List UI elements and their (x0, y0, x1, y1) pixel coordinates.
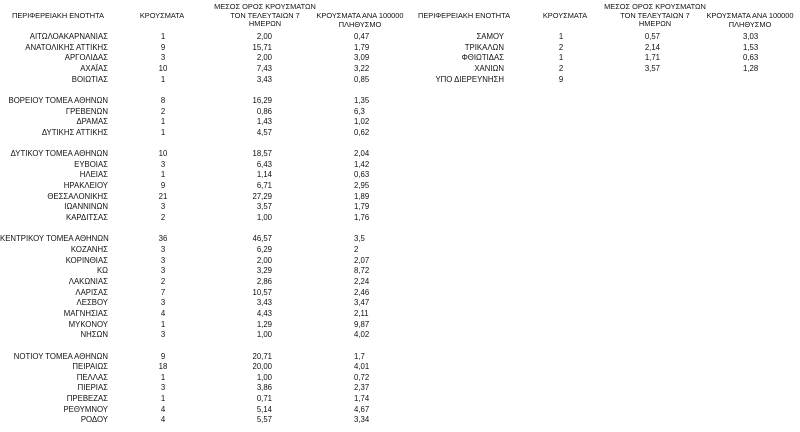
cases-cell: 9 (558, 74, 564, 84)
avg7-cell: 0,57 (644, 32, 660, 41)
region-cell: ΗΛΕΙΑΣ (79, 170, 108, 180)
avg7-cell: 1,71 (644, 53, 660, 63)
region-cell: ΥΠΟ ΔΙΕΡΕΥΝΗΣΗ (435, 74, 504, 84)
cases-cell: 1 (160, 127, 166, 137)
avg7-cell: 1,00 (256, 330, 272, 340)
table-row (0, 32, 800, 43)
avg7-cell: 3,86 (256, 383, 272, 393)
cases-cell: 9 (160, 351, 166, 361)
region-cell: ΠΙΕΡΙΑΣ (77, 383, 108, 393)
cases-cell: 3 (160, 330, 166, 340)
region-cell: ΜΑΓΝΗΣΙΑΣ (63, 308, 108, 318)
region-cell: ΜΥΚΟΝΟΥ (68, 319, 108, 329)
table-row (0, 320, 800, 331)
cases-cell: 36 (158, 234, 168, 244)
cases-cell: 1 (160, 117, 166, 127)
cases-cell: 2 (558, 42, 564, 52)
avg7-cell: 4,43 (256, 308, 272, 318)
avg7-cell: 2,00 (256, 32, 272, 41)
avg7-cell: 27,29 (252, 191, 272, 201)
cases-cell: 4 (160, 308, 166, 318)
per100k-cell: 2 (354, 245, 359, 254)
avg7-cell: 20,00 (252, 362, 272, 372)
per100k-cell: 8,72 (354, 266, 370, 276)
avg7-cell: 7,43 (256, 63, 272, 73)
per100k-cell: 2,37 (354, 383, 370, 393)
per100k-cell: 1,42 (354, 159, 370, 169)
table-row (0, 149, 800, 160)
table-row (0, 170, 800, 181)
table-row (0, 330, 800, 341)
avg7-cell: 0,71 (256, 394, 272, 404)
table-row (0, 224, 800, 235)
table-row (0, 256, 800, 267)
region-cell: ΠΕΙΡΑΙΩΣ (72, 362, 108, 372)
per100k-cell: 2,07 (354, 255, 370, 265)
cases-cell: 4 (160, 404, 166, 414)
region-cell: ΛΑΡΙΣΑΣ (75, 287, 108, 297)
region-cell: ΠΡΕΒΕΖΑΣ (66, 394, 108, 404)
table-row (0, 405, 800, 416)
region-cell: ΡΕΘΥΜΝΟΥ (63, 404, 108, 414)
table-row (0, 43, 800, 54)
cases-cell: 1 (558, 32, 564, 41)
avg7-cell: 0,86 (256, 106, 272, 116)
region-cell: ΝΗΣΩΝ (80, 330, 108, 340)
cases-cell: 10 (158, 63, 168, 73)
cases-cell: 8 (160, 95, 166, 105)
region-cell: ΓΡΕΒΕΝΩΝ (65, 106, 108, 116)
avg7-cell: 2,00 (256, 255, 272, 265)
per100k-cell: 1,79 (354, 42, 370, 52)
right-header-cases: ΚΡΟΥΣΜΑΤΑ (542, 11, 588, 20)
avg7-cell: 6,71 (256, 181, 272, 191)
cases-cell: 3 (160, 266, 166, 276)
per100k-cell: 2,04 (354, 149, 370, 159)
per100k-cell: 3,47 (354, 298, 370, 308)
per100k-cell: 3,5 (354, 234, 365, 244)
per100k-cell: 2,24 (354, 276, 370, 286)
avg7-cell: 6,29 (256, 245, 272, 254)
per100k-cell: 3,34 (354, 415, 370, 425)
region-cell: ΑΧΑΪΑΣ (80, 63, 108, 73)
cases-cell: 1 (160, 372, 166, 382)
table-row (0, 415, 800, 426)
region-cell: ΔΥΤΙΚΗΣ ΑΤΤΙΚΗΣ (41, 127, 108, 137)
cases-cell: 3 (160, 159, 166, 169)
cases-cell: 1 (160, 32, 166, 41)
cases-cell: 2 (558, 63, 564, 73)
avg7-cell: 3,57 (256, 202, 272, 212)
per100k-cell: 2,95 (354, 181, 370, 191)
region-cell: ΛΑΚΩΝΙΑΣ (68, 276, 108, 286)
table-row (0, 64, 800, 75)
region-cell: ΚΩ (96, 266, 108, 276)
per100k-cell: 1,74 (354, 394, 370, 404)
cases-cell: 21 (158, 191, 168, 201)
table-row (0, 107, 800, 118)
per100k-cell: 0,62 (354, 127, 370, 137)
table-row (0, 213, 800, 224)
table-row (0, 309, 800, 320)
cases-cell: 1 (558, 53, 564, 63)
cases-cell: 18 (158, 362, 168, 372)
avg7-cell: 2,14 (644, 42, 660, 52)
region-cell: ΠΕΛΛΑΣ (76, 372, 108, 382)
table-row (0, 245, 800, 256)
per100k-cell: 1,28 (743, 63, 759, 73)
region-cell: ΙΩΑΝΝΙΝΩΝ (64, 202, 108, 212)
avg7-cell: 3,29 (256, 266, 272, 276)
cases-cell: 4 (160, 415, 166, 425)
per100k-cell: 0,72 (354, 372, 370, 382)
cases-cell: 10 (158, 149, 168, 159)
avg7-cell: 3,57 (644, 63, 660, 73)
region-cell: ΔΥΤΙΚΟΥ ΤΟΜΕΑ ΑΘΗΝΩΝ (10, 149, 108, 159)
table-row (0, 128, 800, 139)
avg7-cell: 1,00 (256, 213, 272, 223)
region-cell: ΑΡΓΟΛΙΔΑΣ (64, 53, 108, 63)
cases-cell: 9 (160, 42, 166, 52)
left-header-per100k: ΚΡΟΥΣΜΑΤΑ ΑΝΑ 100000 ΠΛΗΘΥΣΜΟ (316, 11, 404, 29)
cases-cell: 1 (160, 394, 166, 404)
avg7-cell: 15,71 (252, 42, 272, 52)
table-row (0, 53, 800, 64)
region-cell: ΒΟΡΕΙΟΥ ΤΟΜΕΑ ΑΘΗΝΩΝ (8, 95, 108, 105)
per100k-cell: 0,63 (743, 53, 759, 63)
avg7-cell: 2,00 (256, 53, 272, 63)
per100k-cell: 3,03 (743, 32, 759, 41)
cases-cell: 7 (160, 287, 166, 297)
avg7-cell: 10,57 (252, 287, 272, 297)
region-cell: ΤΡΙΚΑΛΩΝ (464, 42, 504, 52)
right-header-per100k: ΚΡΟΥΣΜΑΤΑ ΑΝΑ 100000 ΠΛΗΘΥΣΜΟ (706, 11, 794, 29)
left-header-cases: ΚΡΟΥΣΜΑΤΑ (139, 11, 185, 20)
region-cell: ΦΘΙΩΤΙΔΑΣ (461, 53, 504, 63)
avg7-cell: 4,57 (256, 127, 272, 137)
per100k-cell: 2,11 (354, 308, 369, 318)
cases-cell: 1 (160, 170, 166, 180)
cases-cell: 2 (160, 213, 166, 223)
avg7-cell: 1,29 (256, 319, 272, 329)
per100k-cell: 4,67 (354, 404, 370, 414)
table-row (0, 266, 800, 277)
table-row (0, 234, 800, 245)
table-row (0, 394, 800, 405)
table-row (0, 373, 800, 384)
region-cell: ΒΟΙΩΤΙΑΣ (71, 74, 108, 84)
left-header-region: ΠΕΡΙΦΕΡΕΙΑΚΗ ΕΝΟΤΗΤΑ (12, 11, 104, 20)
per100k-cell: 0,85 (354, 74, 370, 84)
table-row (0, 192, 800, 203)
region-cell: ΑΝΑΤΟΛΙΚΗΣ ΑΤΤΙΚΗΣ (25, 42, 108, 52)
per100k-cell: 1,89 (354, 191, 370, 201)
cases-cell: 2 (160, 106, 166, 116)
per100k-cell: 4,02 (354, 330, 370, 340)
table-row (0, 75, 800, 86)
avg7-cell: 16,29 (252, 95, 272, 105)
avg7-cell: 18,57 (252, 149, 272, 159)
per100k-cell: 1,53 (743, 42, 759, 52)
avg7-cell: 1,43 (256, 117, 272, 127)
per100k-cell: 1,79 (354, 202, 370, 212)
table-row (0, 277, 800, 288)
per100k-cell: 1,7 (354, 351, 365, 361)
cases-cell: 3 (160, 245, 166, 254)
per100k-cell: 3,09 (354, 53, 370, 63)
table-row (0, 362, 800, 373)
avg7-cell: 1,14 (256, 170, 272, 180)
cases-cell: 3 (160, 298, 166, 308)
region-cell: ΣΑΜΟΥ (476, 32, 504, 41)
per100k-cell: 1,02 (354, 117, 370, 127)
avg7-cell: 5,57 (256, 415, 272, 425)
table-row (0, 202, 800, 213)
per100k-cell: 0,47 (354, 32, 370, 41)
avg7-cell: 1,00 (256, 372, 272, 382)
table-row (0, 352, 800, 363)
table-row (0, 160, 800, 171)
table-row (0, 341, 800, 352)
right-header-region: ΠΕΡΙΦΕΡΕΙΑΚΗ ΕΝΟΤΗΤΑ (418, 11, 510, 20)
region-cell: ΚΟΡΙΝΘΙΑΣ (65, 255, 108, 265)
table-row (0, 96, 800, 107)
avg7-cell: 20,71 (252, 351, 272, 361)
avg7-cell: 3,43 (256, 298, 272, 308)
cases-cell: 3 (160, 383, 166, 393)
table-row (0, 383, 800, 394)
cases-cell: 1 (160, 319, 166, 329)
table-row (0, 85, 800, 96)
avg7-cell: 3,43 (256, 74, 272, 84)
per100k-cell: 1,76 (354, 213, 370, 223)
cases-cell: 2 (160, 276, 166, 286)
region-cell: ΧΑΝΙΩΝ (474, 63, 504, 73)
region-cell: ΡΟΔΟΥ (80, 415, 108, 425)
avg7-cell: 2,86 (256, 276, 272, 286)
cases-cell: 3 (160, 202, 166, 212)
region-cell: ΕΥΒΟΙΑΣ (74, 159, 108, 169)
table-row (0, 181, 800, 192)
per100k-cell: 6,3 (354, 106, 365, 116)
region-cell: ΝΟΤΙΟΥ ΤΟΜΕΑ ΑΘΗΝΩΝ (13, 351, 108, 361)
per100k-cell: 1,35 (354, 95, 370, 105)
cases-cell: 3 (160, 255, 166, 265)
region-cell: ΗΡΑΚΛΕΙΟΥ (63, 181, 108, 191)
table-row (0, 117, 800, 128)
per100k-cell: 2,46 (354, 287, 370, 297)
table-row (0, 298, 800, 309)
cases-cell: 1 (160, 74, 166, 84)
region-cell: ΚΕΝΤΡΙΚΟΥ ΤΟΜΕΑ ΑΘΗΝΩΝ (0, 234, 109, 244)
region-cell: ΚΑΡΔΙΤΣΑΣ (66, 213, 108, 223)
region-cell: ΛΕΣΒΟΥ (76, 298, 108, 308)
avg7-cell: 5,14 (256, 404, 272, 414)
table-row (0, 139, 800, 150)
region-cell: ΑΙΤΩΛΟΑΚΑΡΝΑΝΙΑΣ (29, 32, 108, 41)
left-header-avg7: ΜΕΣΟΣ ΟΡΟΣ ΚΡΟΥΣΜΑΤΩΝ ΤΟΝ ΤΕΛΕΥΤΑΙΩΝ 7 ΗΜΕΡΩΝ (214, 2, 316, 29)
per100k-cell: 0,63 (354, 170, 370, 180)
cases-cell: 3 (160, 53, 166, 63)
region-cell: ΔΡΑΜΑΣ (76, 117, 108, 127)
per100k-cell: 9,87 (354, 319, 370, 329)
cases-cell: 9 (160, 181, 166, 191)
region-cell: ΘΕΣΣΑΛΟΝΙΚΗΣ (47, 191, 108, 201)
per100k-cell: 4,01 (354, 362, 370, 372)
avg7-cell: 6,43 (256, 159, 272, 169)
right-header-avg7: ΜΕΣΟΣ ΟΡΟΣ ΚΡΟΥΣΜΑΤΩΝ ΤΟΝ ΤΕΛΕΥΤΑΙΩΝ 7 ΗΜΕΡΩΝ (604, 2, 706, 29)
table-row (0, 288, 800, 299)
region-cell: ΚΟΖΑΝΗΣ (70, 245, 108, 254)
per100k-cell: 3,22 (354, 63, 370, 73)
avg7-cell: 46,57 (252, 234, 272, 244)
